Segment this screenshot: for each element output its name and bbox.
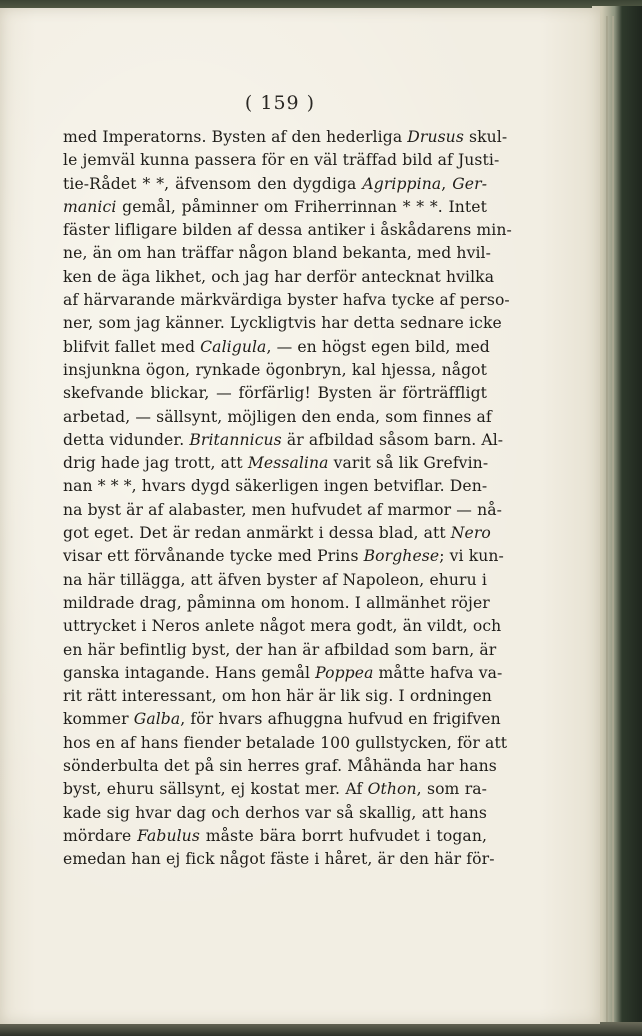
page-number: ( 159 ): [244, 92, 316, 114]
text-line: ne, än om han träffar någon bland bekanta, med hvil-: [63, 244, 492, 263]
text-line: byst, ehuru sällsynt, ej kostat mer. Af Othon, som ra-: [63, 780, 488, 799]
fore-edge-line: [606, 16, 608, 1028]
text-line: blifvit fallet med Caligula, — en högst egen bild, med: [63, 337, 490, 356]
text-line: tie-Rådet * *, äfvensom den dygdiga Agrippina, Ger-: [63, 174, 488, 193]
text-line: emedan han ej fick något fäste i håret, är den här för-: [63, 850, 495, 869]
text-line: ken de äga likhet, och jag har derför antecknat hvilka: [63, 267, 495, 286]
text-line: kommer Galba, för hvars afhuggna hufvud en frigifven: [63, 710, 501, 729]
text-line: insjunkna ögon, rynkade ögonbryn, kal hjessa, något: [63, 360, 488, 379]
text-line: ner, som jag känner. Lyckligtvis har detta sednare icke: [63, 314, 502, 333]
text-line: le jemväl kunna passera för en väl träffad bild af Justi-: [63, 151, 500, 170]
text-line: sönderbulta det på sin herres graf. Måhända har hans: [63, 757, 497, 776]
text-line: na här tillägga, att äfven byster af Napoleon, ehuru i: [63, 570, 487, 589]
text-line: detta vidunder. Britannicus är afbildad såsom barn. Al-: [63, 430, 504, 449]
text-line: visar ett förvånande tycke med Prins Borghese; vi kun-: [63, 547, 504, 566]
text-line: med Imperatorns. Bysten af den hederliga Drusus skul-: [63, 128, 508, 146]
book-page: [0, 8, 600, 1024]
text-line: arbetad, — sällsynt, möjligen den enda, som finnes af: [63, 407, 492, 426]
text-line: ganska intagande. Hans gemål Poppea måtte hafva va-: [63, 663, 503, 682]
text-line: mördare Fabulus måste bära borrt hufvudet i togan,: [63, 826, 488, 845]
text-line: na byst är af alabaster, men hufvudet af marmor — nå-: [63, 500, 502, 519]
text-line: en här befintlig byst, der han är afbildad som barn, är: [63, 640, 497, 659]
text-line: skefvande blickar, — förfärlig! Bysten är förträffligt: [63, 384, 488, 403]
text-line: uttrycket i Neros anlete något mera godt, än vildt, och: [63, 617, 502, 636]
text-line: rit rätt interessant, om hon här är lik sig. I ordningen: [63, 687, 492, 706]
text-line: manici gemål, påminner om Friherrinnan * * *. Intet: [63, 197, 487, 216]
text-line: hos en af hans fiender betalade 100 gullstycken, för att: [63, 733, 508, 752]
bottom-binding-edge: [0, 1022, 642, 1036]
text-line: fäster lifligare bilden af dessa antiker i åskådarens min-: [63, 221, 512, 240]
text-line: kade sig hvar dag och derhos var så skallig, att hans: [63, 803, 487, 822]
text-line: got eget. Det är redan anmärkt i dessa blad, att Nero: [63, 524, 491, 543]
text-line: af härvarande märkvärdiga byster hafva tycke af perso-: [63, 291, 510, 310]
text-line: drig hade jag trott, att Messalina varit så lik Grefvin-: [63, 454, 489, 473]
text-line: nan * * *, hvars dygd säkerligen ingen betviflar. Den-: [63, 477, 488, 496]
body-text: [63, 126, 512, 872]
text-line: mildrade drag, påminna om honom. I allmänhet röjer: [63, 593, 490, 612]
fore-edge-line: [612, 16, 614, 1028]
